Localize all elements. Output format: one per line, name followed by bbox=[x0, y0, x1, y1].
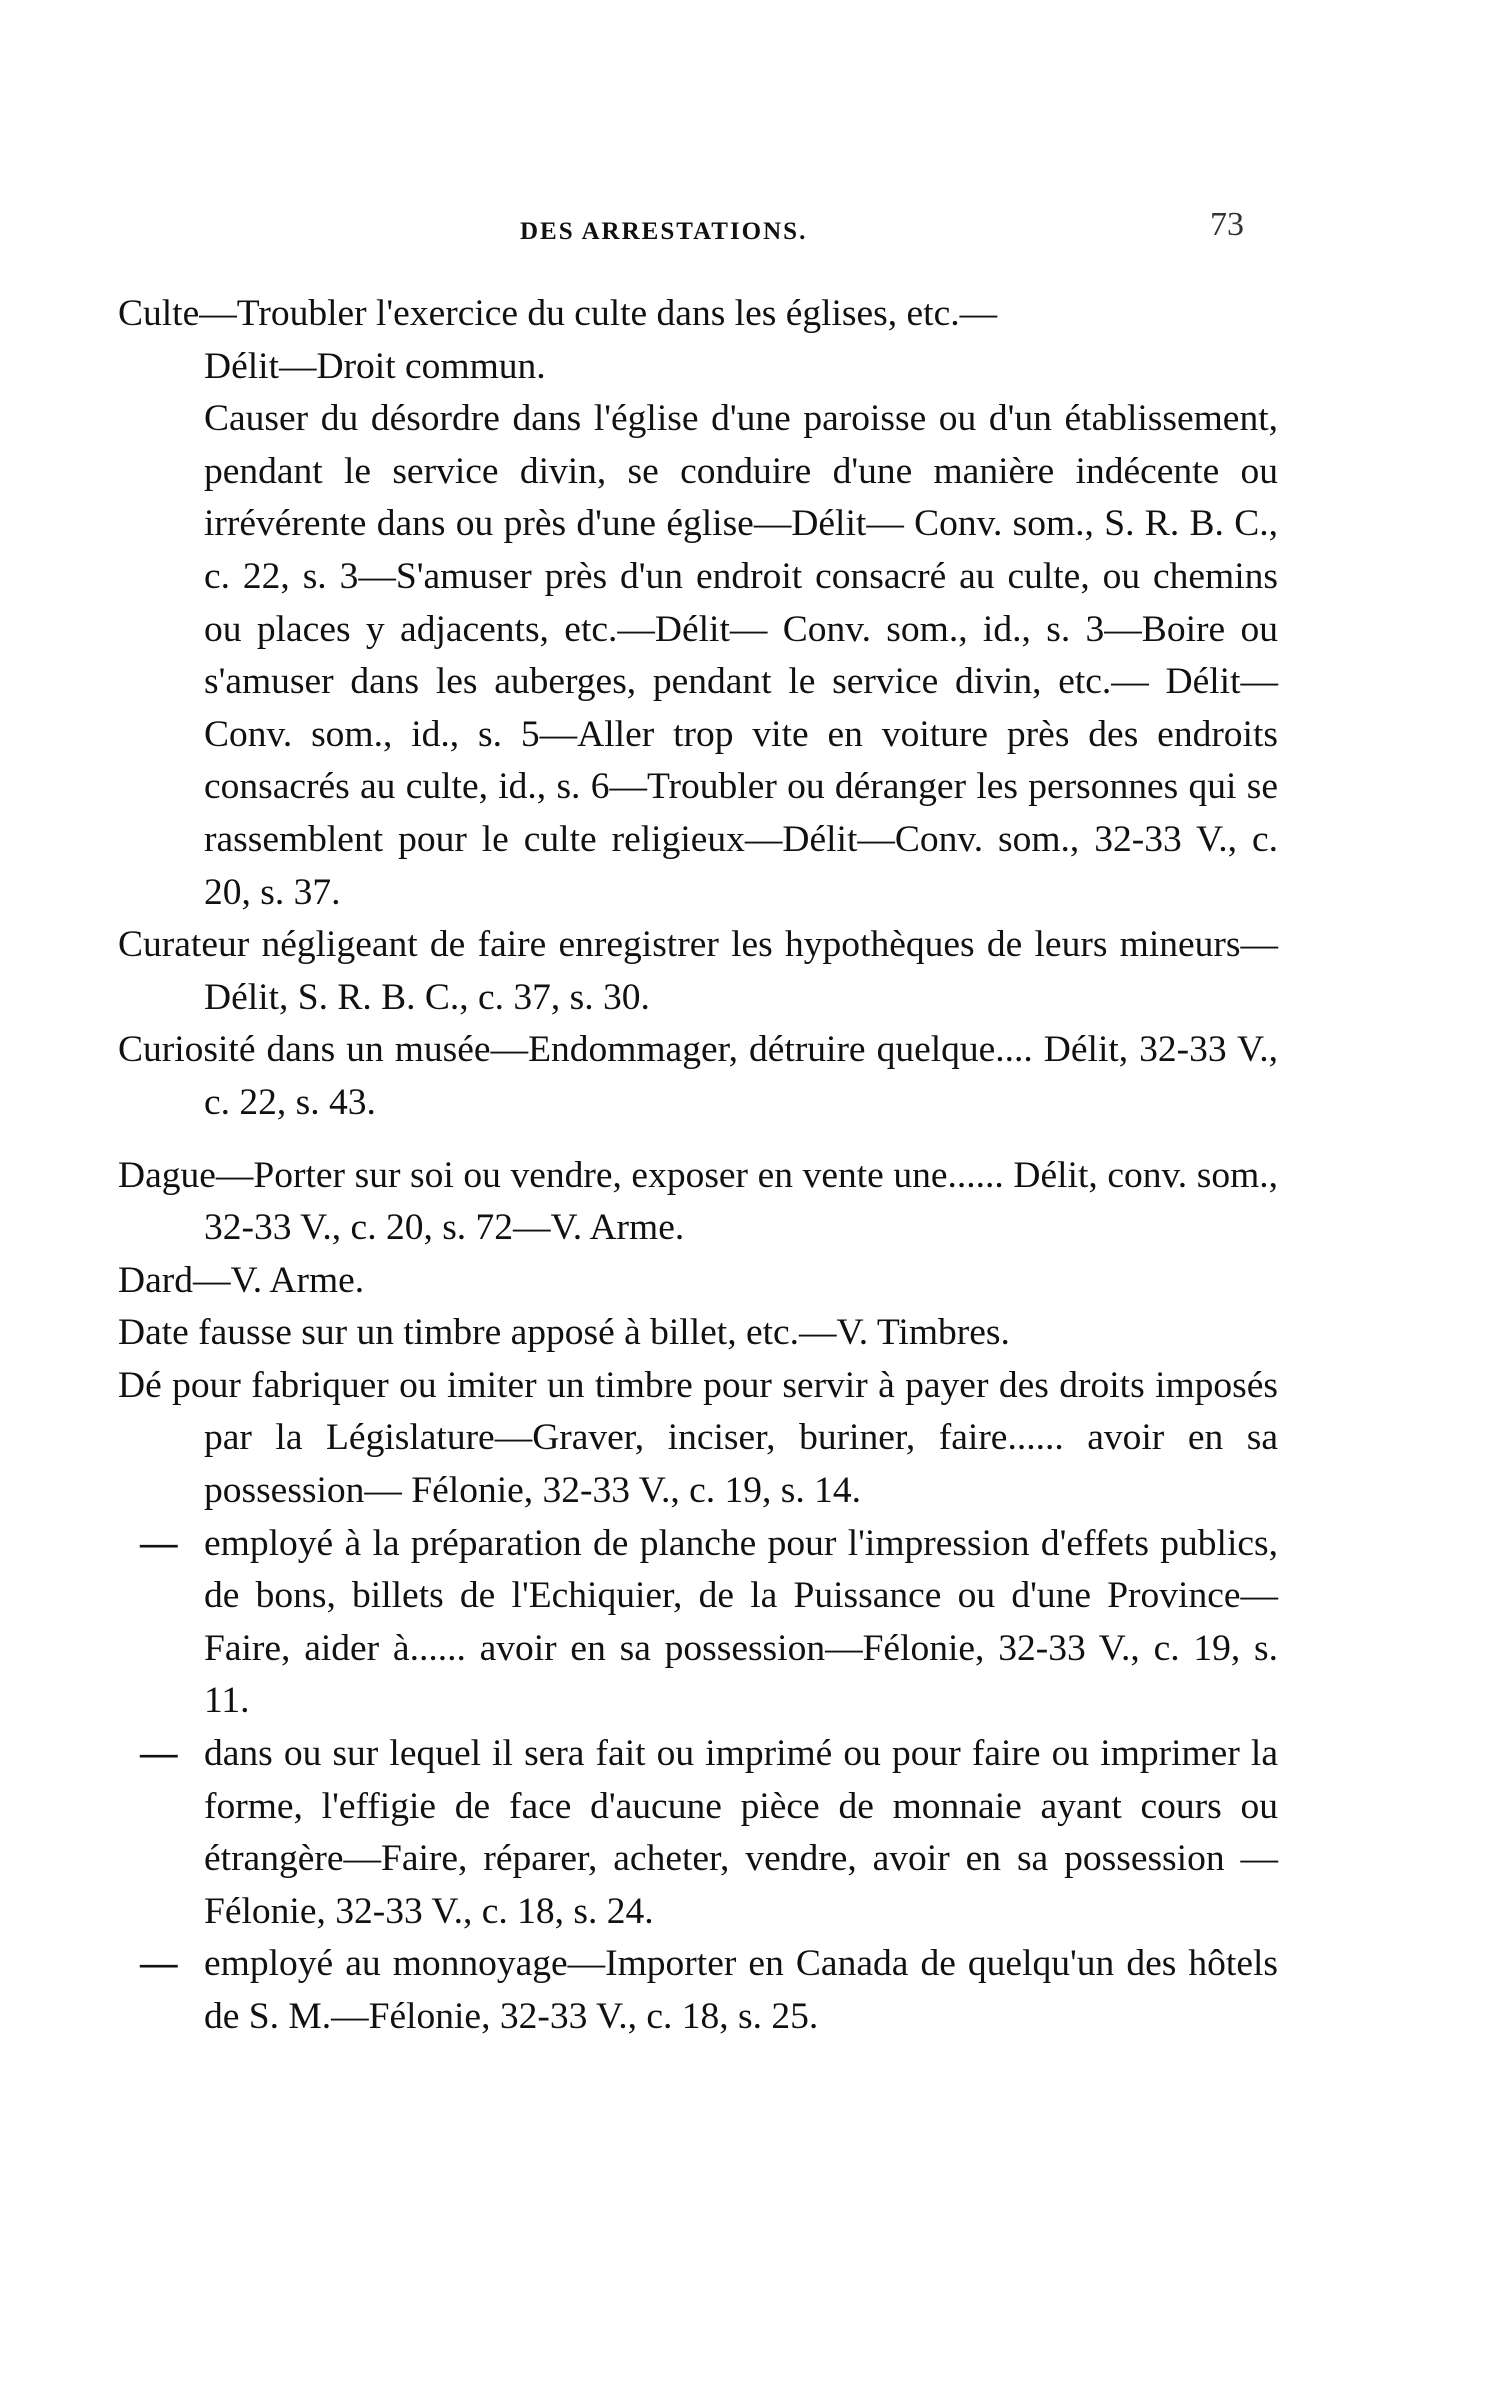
entry-de: Dé pour fabriquer ou imiter un timbre pour servir à payer des droits imposés par la Législature—Graver, inciser, buriner, faire...... avoir en sa possession— Félonie, 32-33 V., c. 19, s. 14. bbox=[118, 1364, 1278, 1512]
entry-dague: Dague—Porter sur soi ou vendre, exposer en vente une...... Délit, conv. som., 32-33 V., c. 20, s. 72—V. Arme. bbox=[118, 1154, 1278, 1249]
entry-de-monnoyage bbox=[118, 1938, 1278, 2043]
em-dash: — bbox=[140, 1943, 178, 1985]
entry-culte bbox=[118, 288, 1278, 393]
entry-dard: Dard—V. Arme. bbox=[118, 1259, 365, 1301]
entry-date: Date fausse sur un timbre apposé à billet, etc.—V. Timbres. bbox=[118, 1312, 1010, 1354]
entry-culte-continuation: Délit—Droit commun. bbox=[204, 345, 546, 387]
entry-de-planche bbox=[118, 1518, 1278, 1728]
em-dash: — bbox=[140, 1522, 178, 1564]
entry-culte-text: Culte—Troubler l'exercice du culte dans les églises, etc.— bbox=[118, 293, 998, 334]
entry-curiosite: Curiosité dans un musée—Endommager, détruire quelque.... Délit, 32-33 V., c. 22, s. 43. bbox=[118, 1029, 1278, 1123]
entry-culte-details: Causer du désordre dans l'église d'une paroisse ou d'un établissement, pendant le service divin, se conduire d'une manière indécente ou irrévérente dans ou près d'une église—Délit— Conv. som., S. R. B. C., c. 22, s. 3—S'amuser près d'un endroit consacré au culte, ou chemins ou places y adjacents, etc.—Délit— Conv. som., id., s. 3—Boire ou s'amuser dans les auberges, pendant le service divin, etc.— Délit—Conv. som., id., s. 5—Aller trop vite en voiture près des endroits consacrés au culte, id., s. 6—Troubler ou déranger les personnes qui se rassemblent pour le culte religieux—Délit—Conv. som., 32-33 V., c. 20, s. 37. bbox=[204, 398, 1278, 913]
running-title: DES ARRESTATIONS. bbox=[520, 218, 808, 245]
entry-de-planche-text: employé à la préparation de planche pour l'impression d'effets publics, de bons, billets de l'Echiquier, de la Puissance ou d'une Province—Faire, aider à...... avoir en sa possession—Félonie, 32-33 V., c. 19, s. 11. bbox=[204, 1522, 1278, 1722]
page-body bbox=[118, 288, 1278, 2044]
entry-de-monnoyage-text: employé au monnoyage—Importer en Canada de quelqu'un des hôtels de S. M.—Félonie, 32-33 V., c. 18, s. 25. bbox=[204, 1943, 1278, 2037]
em-dash: — bbox=[140, 1733, 178, 1775]
entry-curateur: Curateur négligeant de faire enregistrer les hypothèques de leurs mineurs—Délit, S. R. B. C., c. 37, s. 30. bbox=[118, 924, 1278, 1018]
entry-de-monnaie bbox=[118, 1728, 1278, 1938]
page-number: 73 bbox=[1210, 206, 1244, 243]
entry-de-monnaie-text: dans ou sur lequel il sera fait ou imprimé ou pour faire ou imprimer la forme, l'effigie de face d'aucune pièce de monnaie ayant cours ou étrangère—Faire, réparer, acheter, vendre, avoir en sa possession — Félonie, 32-33 V., c. 18, s. 24. bbox=[204, 1733, 1278, 1932]
